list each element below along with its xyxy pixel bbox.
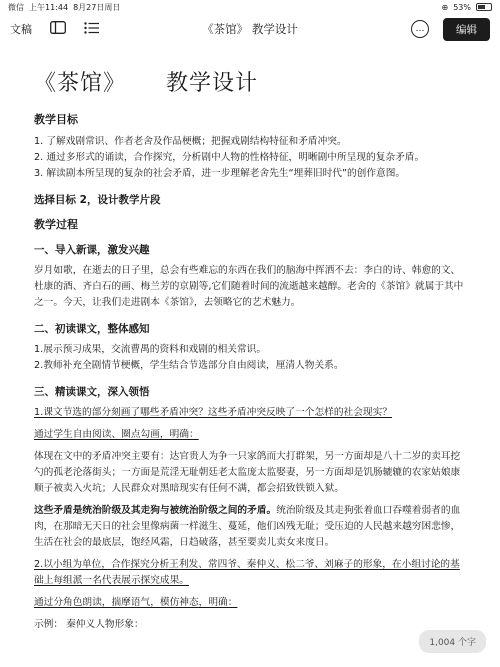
status-bar [0,0,500,14]
time-label: 上午11:44 [29,2,69,12]
select-goal-heading: 选择目标 2，设计教学片段 [34,194,161,206]
status-left [8,2,120,13]
process-heading: 教学过程 [34,218,78,231]
goal-item: 1. 了解戏剧常识、作者老舍及作品梗概；把握戏剧结构特征和矛盾冲突。 [34,136,347,147]
question-1-method: 通过学生自由阅读、圈点勾画，明确： [34,429,199,440]
toolbar-right [411,18,490,41]
question-2: 2.以小组为单位，合作探究分析王利发、常四爷、秦仲义、松二爷、刘麻子的形象，在小组讨论的基础上每组派一名代表展示探究成果。 [34,559,460,586]
toolbar [0,14,500,44]
question-1-summary [34,503,466,551]
step2-item: 1.展示预习成果，交流曹禺的资料和戏剧的相关常识。 [34,344,267,355]
carrier-label: 微信 [8,2,24,12]
document-title-bar: 《茶馆》 教学设计 [202,22,298,36]
goal-item: 2. 通过多形式的诵读，合作探究，分析剧中人物的性格特征，明晰剧中所呈现的复杂矛盾。 [34,152,425,163]
status-right [442,3,492,12]
location-icon: ⊕ [441,2,449,12]
goal-item: 3. 解读剧本所呈现的复杂的社会矛盾，进一步理解老舍先生“埋葬旧时代”的创作意图。 [34,168,406,179]
example-line: 示例： 秦仲义人物形象： [34,619,144,630]
summary-bold-text: 这些矛盾是统治阶级及其走狗与被统治阶级之间的矛盾。 [34,505,277,516]
step3-heading: 三、精读课文，深入领悟 [34,386,150,398]
question-1: 1.课文节选的部分刻画了哪些矛盾冲突？这些矛盾冲突反映了一个怎样的社会现实？ [34,407,392,418]
documents-back-button[interactable]: 文稿 [10,23,32,36]
step1-text: 岁月如歌，在逝去的日子里，总会有些难忘的东西在我们的脑海中挥洒不去：李白的诗、韩愈的文、杜康的酒、齐白石的画、梅兰芳的京剧等,它们随着时间的流逝越来越醇。老舍的《茶馆》就属于其中之一。今天，让我们走进剧本《茶馆》，去领略它的艺术魅力。 [34,265,464,308]
more-options-icon[interactable]: … [411,20,429,38]
step1-heading: 一、导入新课，激发兴趣 [34,244,150,256]
document-body [0,44,500,633]
question-2-method: 通过分角色朗读，揣摩语气，模仿神态，明确： [34,597,238,608]
goals-heading: 教学目标 [34,113,78,126]
battery-icon [476,3,492,11]
toolbar-left [10,21,99,37]
summary-rest-text: 统治阶级及其走狗张着血口吞噬着弱者的血肉，在那暗无天日的社会里像病菌一样滋生、蔓延，他们凶残无耻；受压迫的人民越来越穷困悲惨，生活在社会的最底层，饱经风霜，日趋破落，甚至要卖儿卖女来度日。 [34,505,461,548]
step2-item: 2.教师补充全剧情节梗概，学生结合节选部分自由阅读，厘清人物关系。 [34,360,344,371]
edit-button[interactable]: 编辑 [443,18,490,41]
date-label: 8月27日周日 [73,2,121,12]
battery-label: 53% [453,2,471,12]
step2-heading: 二、初读课文，整体感知 [34,323,150,335]
sidebar-icon[interactable] [50,21,66,37]
word-count-badge[interactable]: 1,004 个字 [419,630,486,653]
question-1-answer: 体现在文中的矛盾冲突主要有：达官贵人为争一只家鸽而大打群架，另一方面却是八十二岁的卖耳挖勺的孤老沦落街头；一方面是荒淫无耻朝廷老太监庞太监娶妻，另一方面却是饥肠辘辘的农家姑娘康顺子被卖入火坑；人民群众对黑暗现实有任何不满，都会招致铁锁入狱。 [34,451,461,494]
document-heading: 《茶馆》 教学设计 [34,71,258,96]
outline-list-icon[interactable] [84,22,99,37]
